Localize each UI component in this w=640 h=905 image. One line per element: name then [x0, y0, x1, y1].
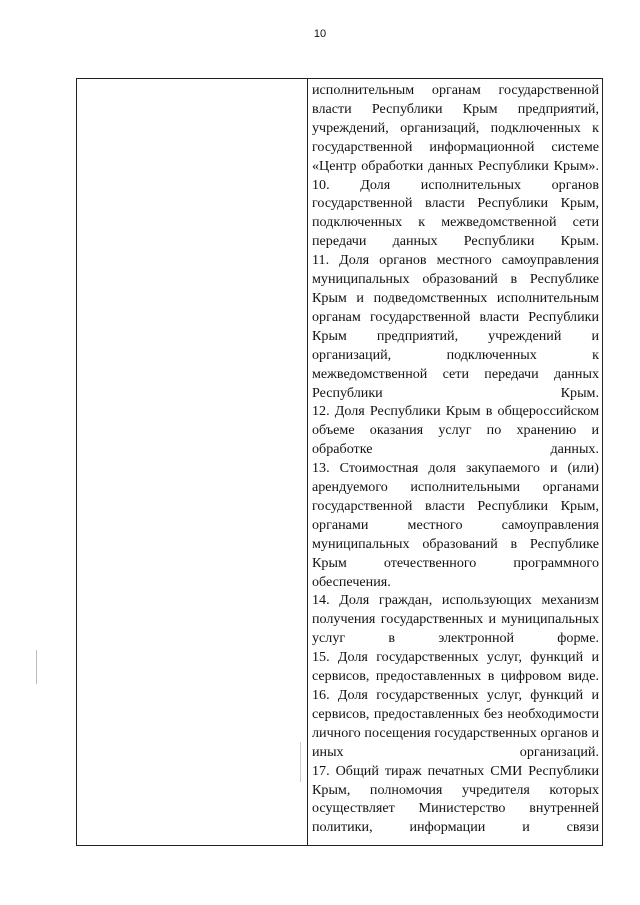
indicator-item-13: 13. Стоимостная доля закупаемого и (или) арендуемого исполнительными органами государственной власти Республики Крым, органами местного самоуправления муниципальных образований в Республике Крым отечественного программного обеспечения. — [312, 460, 599, 590]
page-number: 10 — [313, 28, 327, 40]
indicator-item-9-continued: исполнительным органам государственной власти Республики Крым предприятий, учреждений, организаций, подключенных к государственной информационной системе «Центр обработки данных Республики Крым». — [312, 82, 599, 174]
column-divider — [307, 79, 308, 845]
indicator-table — [76, 78, 603, 846]
scan-margin-mark — [36, 650, 37, 684]
indicator-item-16: 16. Доля государственных услуг, функций и сервисов, предоставленных без необходимости личного посещения государственных органов и иных организаций. — [312, 687, 599, 760]
scan-margin-mark — [300, 742, 301, 782]
table-right-cell — [312, 81, 599, 837]
indicator-item-15: 15. Доля государственных услуг, функций и сервисов, предоставленных в цифровом виде. — [312, 649, 599, 685]
indicator-item-10: 10. Доля исполнительных органов государственной власти Республики Крым, подключенных к межведомственной сети передачи данных Республики Крым. — [312, 176, 599, 250]
indicator-item-12: 12. Доля Республики Крым в общероссийском объеме оказания услуг по хранению и обработке данных. — [312, 403, 599, 458]
indicator-item-11: 11. Доля органов местного самоуправления муниципальных образований в Республике Крым и подведомственных исполнительным органам государственной власти Республики Крым предприятий, учреждений и организаций, подключенных к межведомственной сети передачи данных Республики Крым. — [312, 252, 599, 401]
indicator-item-17: 17. Общий тираж печатных СМИ Республики Крым, полномочия учредителя которых осуществляет Министерство внутренней политики, информации и связи — [312, 762, 599, 836]
indicator-item-14: 14. Доля граждан, использующих механизм получения государственных и муниципальных услуг в электронной форме. — [312, 592, 599, 647]
